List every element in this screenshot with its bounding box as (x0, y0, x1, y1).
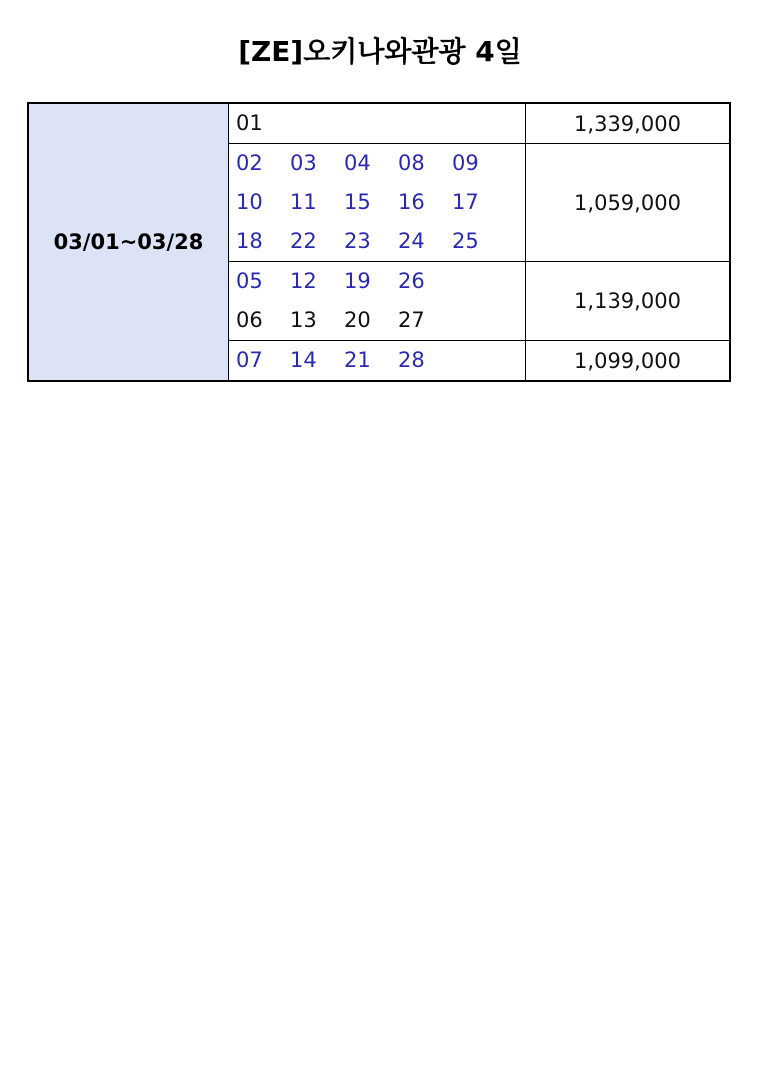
price-cell: 1,339,000 (526, 103, 731, 144)
departure-day: 14 (290, 348, 317, 372)
dates-cell (229, 341, 526, 382)
departure-day: 28 (398, 348, 425, 372)
date-line (229, 341, 525, 380)
departure-day: 07 (236, 348, 263, 372)
departure-day: 18 (236, 229, 263, 253)
departure-day: 21 (344, 348, 371, 372)
price-cell: 1,059,000 (526, 144, 731, 262)
departure-day: 11 (290, 190, 317, 214)
departure-day: 01 (236, 111, 263, 135)
departure-day: 12 (290, 269, 317, 293)
departure-day: 03 (290, 151, 317, 175)
departure-day: 23 (344, 229, 371, 253)
date-line (229, 104, 525, 143)
price-cell: 1,139,000 (526, 262, 731, 341)
date-line (229, 301, 525, 340)
date-line (229, 144, 525, 183)
price-cell: 1,099,000 (526, 341, 731, 382)
date-line (229, 222, 525, 261)
departure-day: 02 (236, 151, 263, 175)
departure-day: 15 (344, 190, 371, 214)
departure-day: 17 (452, 190, 479, 214)
dates-cell (229, 144, 526, 262)
departure-day: 05 (236, 269, 263, 293)
departure-day: 27 (398, 308, 425, 332)
table-row (28, 103, 730, 144)
departure-day: 20 (344, 308, 371, 332)
departure-day: 09 (452, 151, 479, 175)
departure-day: 22 (290, 229, 317, 253)
departure-day: 16 (398, 190, 425, 214)
departure-day: 19 (344, 269, 371, 293)
date-line (229, 183, 525, 222)
price-table (27, 102, 731, 382)
dates-cell (229, 262, 526, 341)
departure-day: 13 (290, 308, 317, 332)
departure-day: 24 (398, 229, 425, 253)
date-line (229, 262, 525, 301)
departure-day: 06 (236, 308, 263, 332)
departure-day: 04 (344, 151, 371, 175)
departure-day: 25 (452, 229, 479, 253)
departure-day: 10 (236, 190, 263, 214)
departure-day: 08 (398, 151, 425, 175)
page-title: [ZE]오키나와관광 4일 (238, 35, 522, 68)
period-cell: 03/01~03/28 (28, 103, 229, 381)
departure-day: 26 (398, 269, 425, 293)
dates-cell (229, 103, 526, 144)
